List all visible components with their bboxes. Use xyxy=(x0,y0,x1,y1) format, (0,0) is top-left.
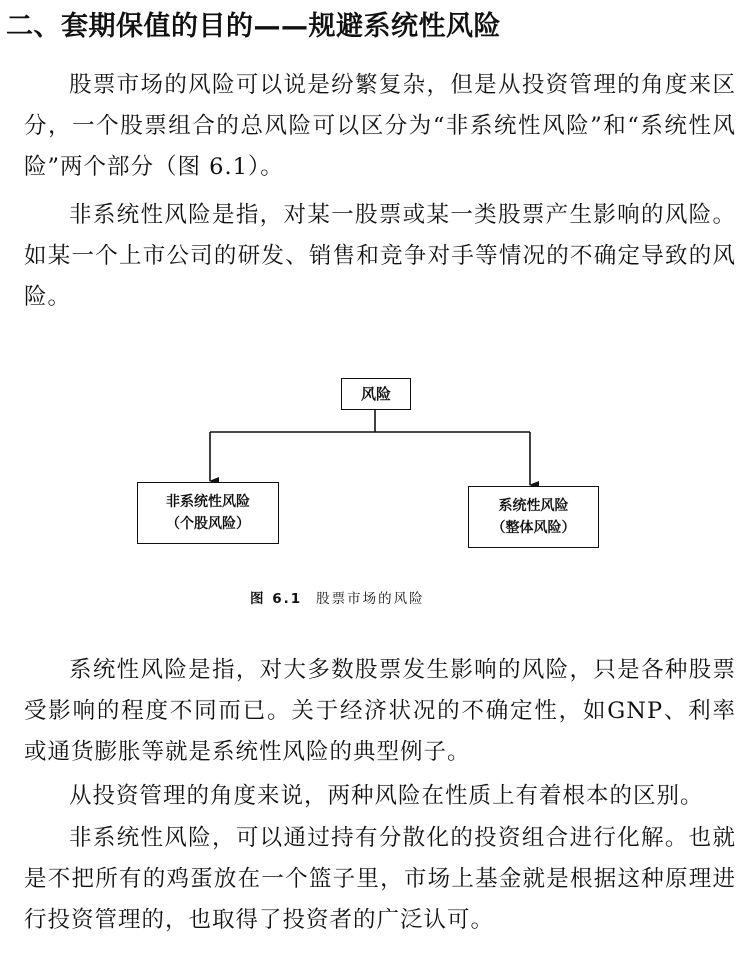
figure-caption xyxy=(250,587,510,607)
individual-stock-risk-label: （个股风险） xyxy=(166,516,250,532)
section-heading: 二、套期保值的目的——规避系统性风险 xyxy=(6,11,501,42)
paragraph-risk-difference: 从投资管理的角度来说，两种风险在性质上有着根本的区别。 xyxy=(69,783,704,809)
unsystematic-risk-label: 非系统性风险 xyxy=(166,494,250,510)
risk-tree-diagram xyxy=(0,370,750,620)
paragraph-risk-classification: 股票市场的风险可以说是纷繁复杂，但是从投资管理的角度来区分，一个股票组合的总风险可以区分为“非系统性风险”和“系统性风险”两个部分（图 6.1）。 xyxy=(24,72,736,180)
figure-number: 图 6.1 xyxy=(250,591,303,607)
paragraph-unsystematic-risk-definition: 非系统性风险是指，对某一股票或某一类股票产生影响的风险。如某一个上市公司的研发、销售和竞争对手等情况的不确定导致的风险。 xyxy=(24,202,736,310)
risk-root-box xyxy=(341,378,411,410)
overall-risk-label: （整体风险） xyxy=(491,520,576,536)
unsystematic-risk-box xyxy=(137,482,279,544)
figure-title: 股票市场的风险 xyxy=(316,591,425,607)
paragraph-systematic-risk-definition: 系统性风险是指，对大多数股票发生影响的风险，只是各种股票受影响的程度不同而已。关于经济状况的不确定性，如GNP、利率或通货膨胀等就是系统性风险的典型例子。 xyxy=(24,657,736,765)
paragraph-diversification: 非系统性风险，可以通过持有分散化的投资组合进行化解。也就是不把所有的鸡蛋放在一个篮子里，市场上基金就是根据这种原理进行投资管理的，也取得了投资者的广泛认可。 xyxy=(24,825,736,933)
risk-root-label: 风险 xyxy=(360,385,391,403)
systematic-risk-box xyxy=(468,486,599,548)
systematic-risk-label: 系统性风险 xyxy=(498,498,569,514)
